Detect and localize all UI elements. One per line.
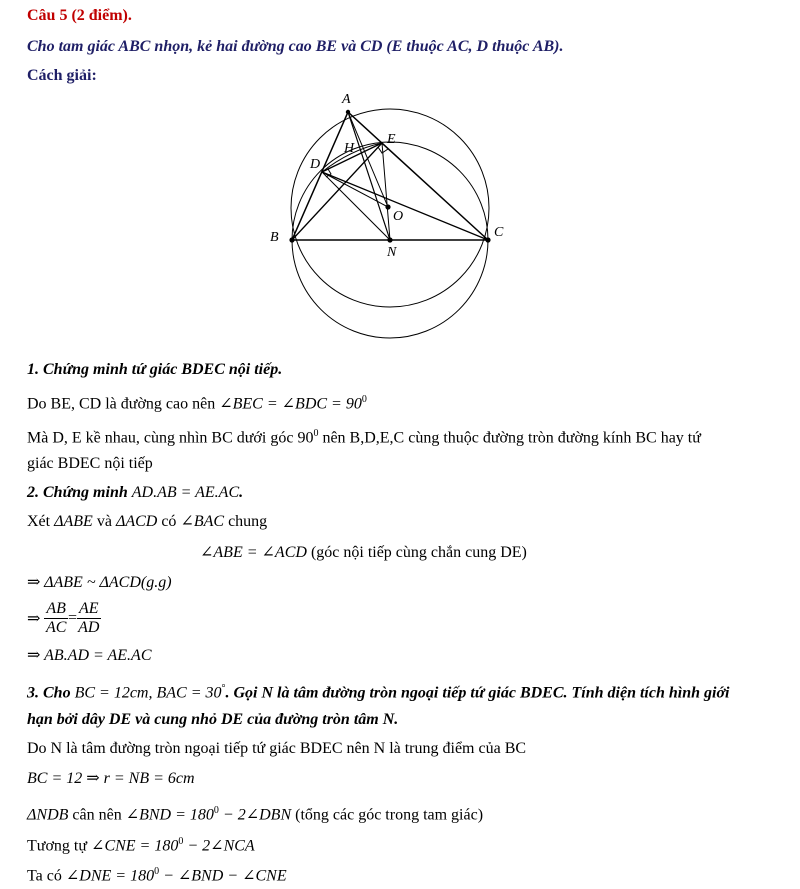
point-C <box>485 237 490 242</box>
part2-l1-a: Xét <box>27 513 55 530</box>
part2-line2 <box>200 543 527 563</box>
fraction-ae-ad <box>77 600 101 637</box>
point-O <box>385 204 390 209</box>
segment-AO <box>348 112 388 207</box>
part3-heading-math: BC = 12cm, BAC = 30 <box>74 684 222 702</box>
altitude-CD <box>322 172 488 240</box>
frac1-den: AC <box>45 619 67 636</box>
label-C: C <box>494 225 504 240</box>
part3-l3-sup: 0 <box>213 805 219 816</box>
part2-l1-m2: ΔACD <box>115 513 158 530</box>
part3-l5-a: Ta có <box>27 867 66 885</box>
part3-line1: Do N là tâm đường tròn ngoại tiếp tứ giác BDEC nên N là trung điểm của BC <box>27 740 527 757</box>
part2-l1-m1: ΔABE <box>54 513 93 530</box>
label-O: O <box>393 209 404 224</box>
frac2-den: AD <box>78 619 100 636</box>
part2-arrow: ⇒ <box>27 610 41 628</box>
frac2-num: AE <box>78 600 99 617</box>
part3-l3-m1: ΔNDB <box>27 806 69 824</box>
part3-l3-m2: ∠BND = 180 <box>125 806 214 824</box>
part1-line1-sup: 0 <box>361 394 367 405</box>
part1-line2-text: Mà D, E kề nhau, cùng nhìn BC dưới góc <box>27 429 298 447</box>
part2-l2-math: ∠ABE = ∠ACD <box>200 544 307 561</box>
part2-l1-m3: ∠BAC <box>180 513 225 530</box>
part2-l1-d: chung <box>224 513 268 530</box>
part3-l4-m1: ∠CNE = 180 <box>91 837 179 855</box>
segment-ND <box>322 172 390 240</box>
label-H: H <box>344 141 355 156</box>
geometry-figure <box>250 85 530 355</box>
part1-line2-math: 90 <box>297 429 314 447</box>
part2-fraction-line <box>27 600 101 637</box>
part3-heading-a: 3. Cho <box>27 684 75 702</box>
part3-l3-b: (tổng các góc trong tam giác) <box>291 806 484 824</box>
part2-l1-b: và <box>92 513 116 530</box>
label-A: A <box>342 92 351 107</box>
part2-heading <box>27 483 243 503</box>
part1-line3: giác BDEC nội tiếp <box>27 455 153 472</box>
label-N: N <box>387 245 397 260</box>
part2-heading-end: . <box>239 484 244 501</box>
part2-line1 <box>27 512 267 532</box>
part2-line3: ⇒ ΔABE ~ ΔACD(g.g) <box>27 574 172 591</box>
part3-line5 <box>27 862 287 886</box>
part3-line4 <box>27 832 255 856</box>
part3-line3 <box>27 801 483 825</box>
point-B <box>289 237 294 242</box>
segment-AB <box>292 112 348 240</box>
part3-heading-b: . Gọi N là tâm đường tròn ngoại tiếp tứ giác BDEC. Tính diện tích hình giới <box>225 684 730 702</box>
part3-l4-sup: 0 <box>178 836 184 847</box>
part3-heading <box>27 679 729 703</box>
segment-NE <box>382 143 390 240</box>
fraction-ab-ac <box>44 600 68 637</box>
part1-line2-sup: 0 <box>313 428 319 439</box>
part1-line2-rest: nên B,D,E,C cùng thuộc đường tròn đường kính BC hay tứ <box>318 429 701 447</box>
part2-l2-text: (góc nội tiếp cùng chắn cung DE) <box>306 544 527 561</box>
frac1-num: AB <box>46 600 66 617</box>
problem-statement: Cho tam giác ABC nhọn, kẻ hai đường cao BE và CD (E thuộc AC, D thuộc AB). <box>27 38 564 55</box>
part3-l5-sup: 0 <box>154 866 160 877</box>
part3-l5-m1: ∠DNE = 180 <box>65 867 155 885</box>
part3-l5-m2: − ∠BND − ∠CNE <box>159 867 287 885</box>
part3-l4-m2: − 2∠NCA <box>183 837 255 855</box>
part2-heading-text: 2. Chứng minh <box>27 484 132 501</box>
question-title: Câu 5 (2 điểm). <box>27 7 132 24</box>
solution-label: Cách giải: <box>27 67 97 84</box>
point-A <box>346 110 350 114</box>
part3-l3-m3: − 2∠DBN <box>218 806 292 824</box>
label-B: B <box>270 230 279 245</box>
point-N <box>387 237 392 242</box>
part3-l4-a: Tương tự <box>27 837 92 855</box>
part1-heading: 1. Chứng minh tứ giác BDEC nội tiếp. <box>27 361 283 378</box>
segment-DO <box>322 172 388 207</box>
part3-heading2: hạn bởi dây DE và cung nhỏ DE của đường tròn tâm N. <box>27 711 399 728</box>
part1-line2 <box>27 424 701 448</box>
part2-line5: ⇒ AB.AD = AE.AC <box>27 647 152 664</box>
part2-heading-math: AD.AB = AE.AC <box>131 484 240 501</box>
label-E: E <box>387 132 396 147</box>
part1-line1-math: ∠BEC = ∠BDC = 90 <box>219 395 362 413</box>
part2-l1-c: có <box>157 513 181 530</box>
part1-line1 <box>27 390 367 414</box>
label-D: D <box>310 157 321 172</box>
part3-line2: BC = 12 ⇒ r = NB = 6cm <box>27 770 195 787</box>
part3-l3-a: cân nên <box>68 806 126 824</box>
part1-line1-text: Do BE, CD là đường cao nên <box>27 395 220 413</box>
part3-heading-sup: ° <box>221 683 226 694</box>
part2-eq: = <box>67 609 77 627</box>
